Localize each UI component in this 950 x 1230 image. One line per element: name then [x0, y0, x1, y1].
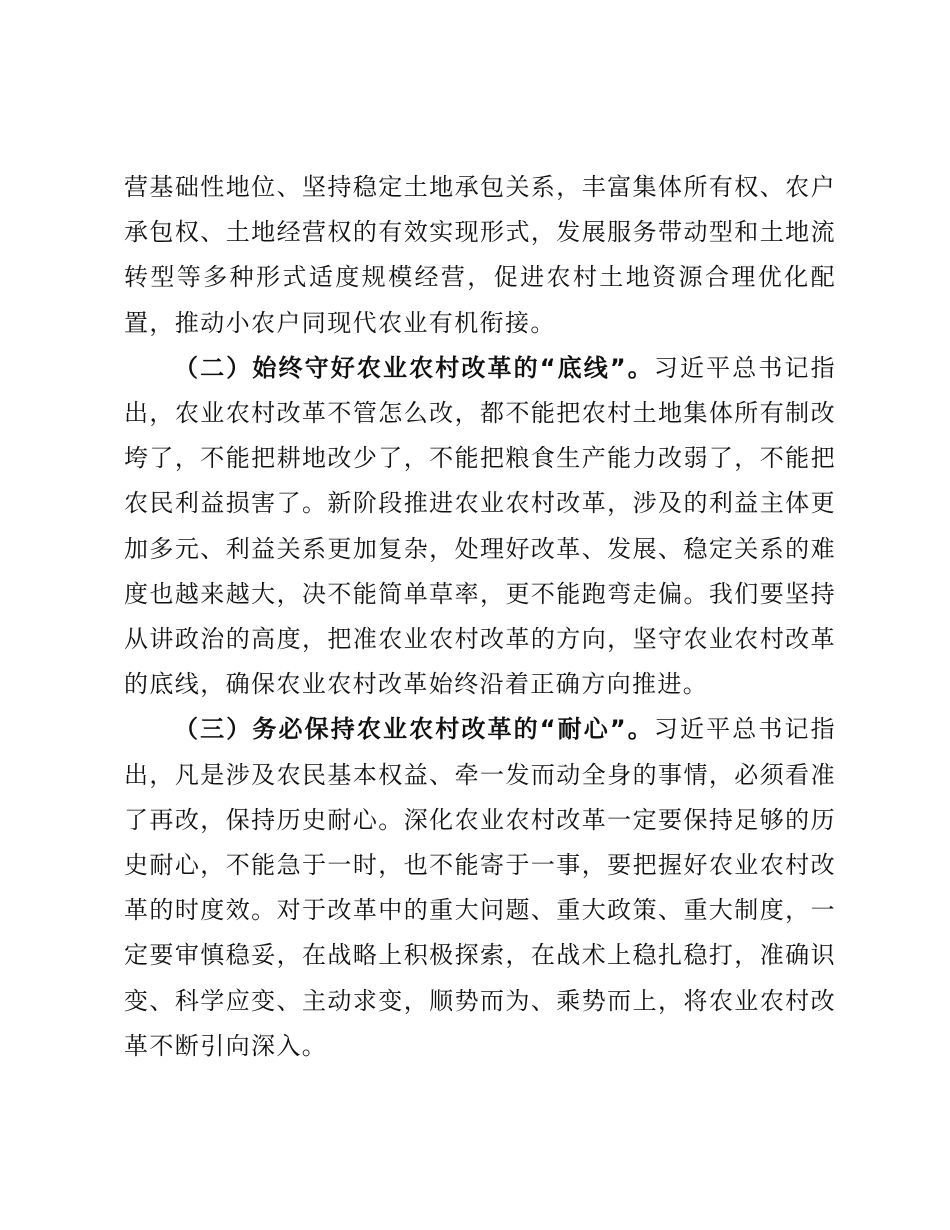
paragraph-section-two: [124, 346, 836, 708]
paragraph-section-three: [124, 707, 836, 1069]
document-body: [124, 165, 836, 1069]
paragraph-text: 营基础性地位、坚持稳定土地承包关系，丰富集体所有权、农户承包权、土地经营权的有效实现形式，发展服务带动型和土地流转型等多种形式适度规模经营，促进农村土地资源合理优化配置，推动小农户同现代农业有机衔接。: [124, 173, 836, 337]
paragraph-text: 习近平总书记指出，凡是涉及农民基本权益、牵一发而动全身的事情，必须看准了再改，保持历史耐心。深化农业农村改革一定要保持足够的历史耐心，不能急于一时，也不能寄于一事，要把握好农业农村改革的时度效。对于改革中的重大问题、重大政策、重大制度，一定要审慎稳妥，在战略上积极探索，在战术上稳扎稳打，准确识变、科学应变、主动求变，顺势而为、乘势而上，将农业农村改革不断引向深入。: [124, 715, 836, 1060]
section-heading-two: （二）始终守好农业农村改革的“底线”。: [174, 353, 654, 382]
section-heading-three: （三）务必保持农业农村改革的“耐心”。: [174, 715, 654, 744]
paragraph-text: 习近平总书记指出，农业农村改革不管怎么改，都不能把农村土地集体所有制改垮了，不能把耕地改少了，不能把粮食生产能力改弱了，不能把农民利益损害了。新阶段推进农业农村改革，涉及的利益主体更加多元、利益关系更加复杂，处理好改革、发展、稳定关系的难度也越来越大，决不能简单草率，更不能跑弯走偏。我们要坚持从讲政治的高度，把准农业农村改革的方向，坚守农业农村改革的底线，确保农业农村改革始终沿着正确方向推进。: [124, 353, 836, 699]
paragraph-continuation: [124, 165, 836, 346]
